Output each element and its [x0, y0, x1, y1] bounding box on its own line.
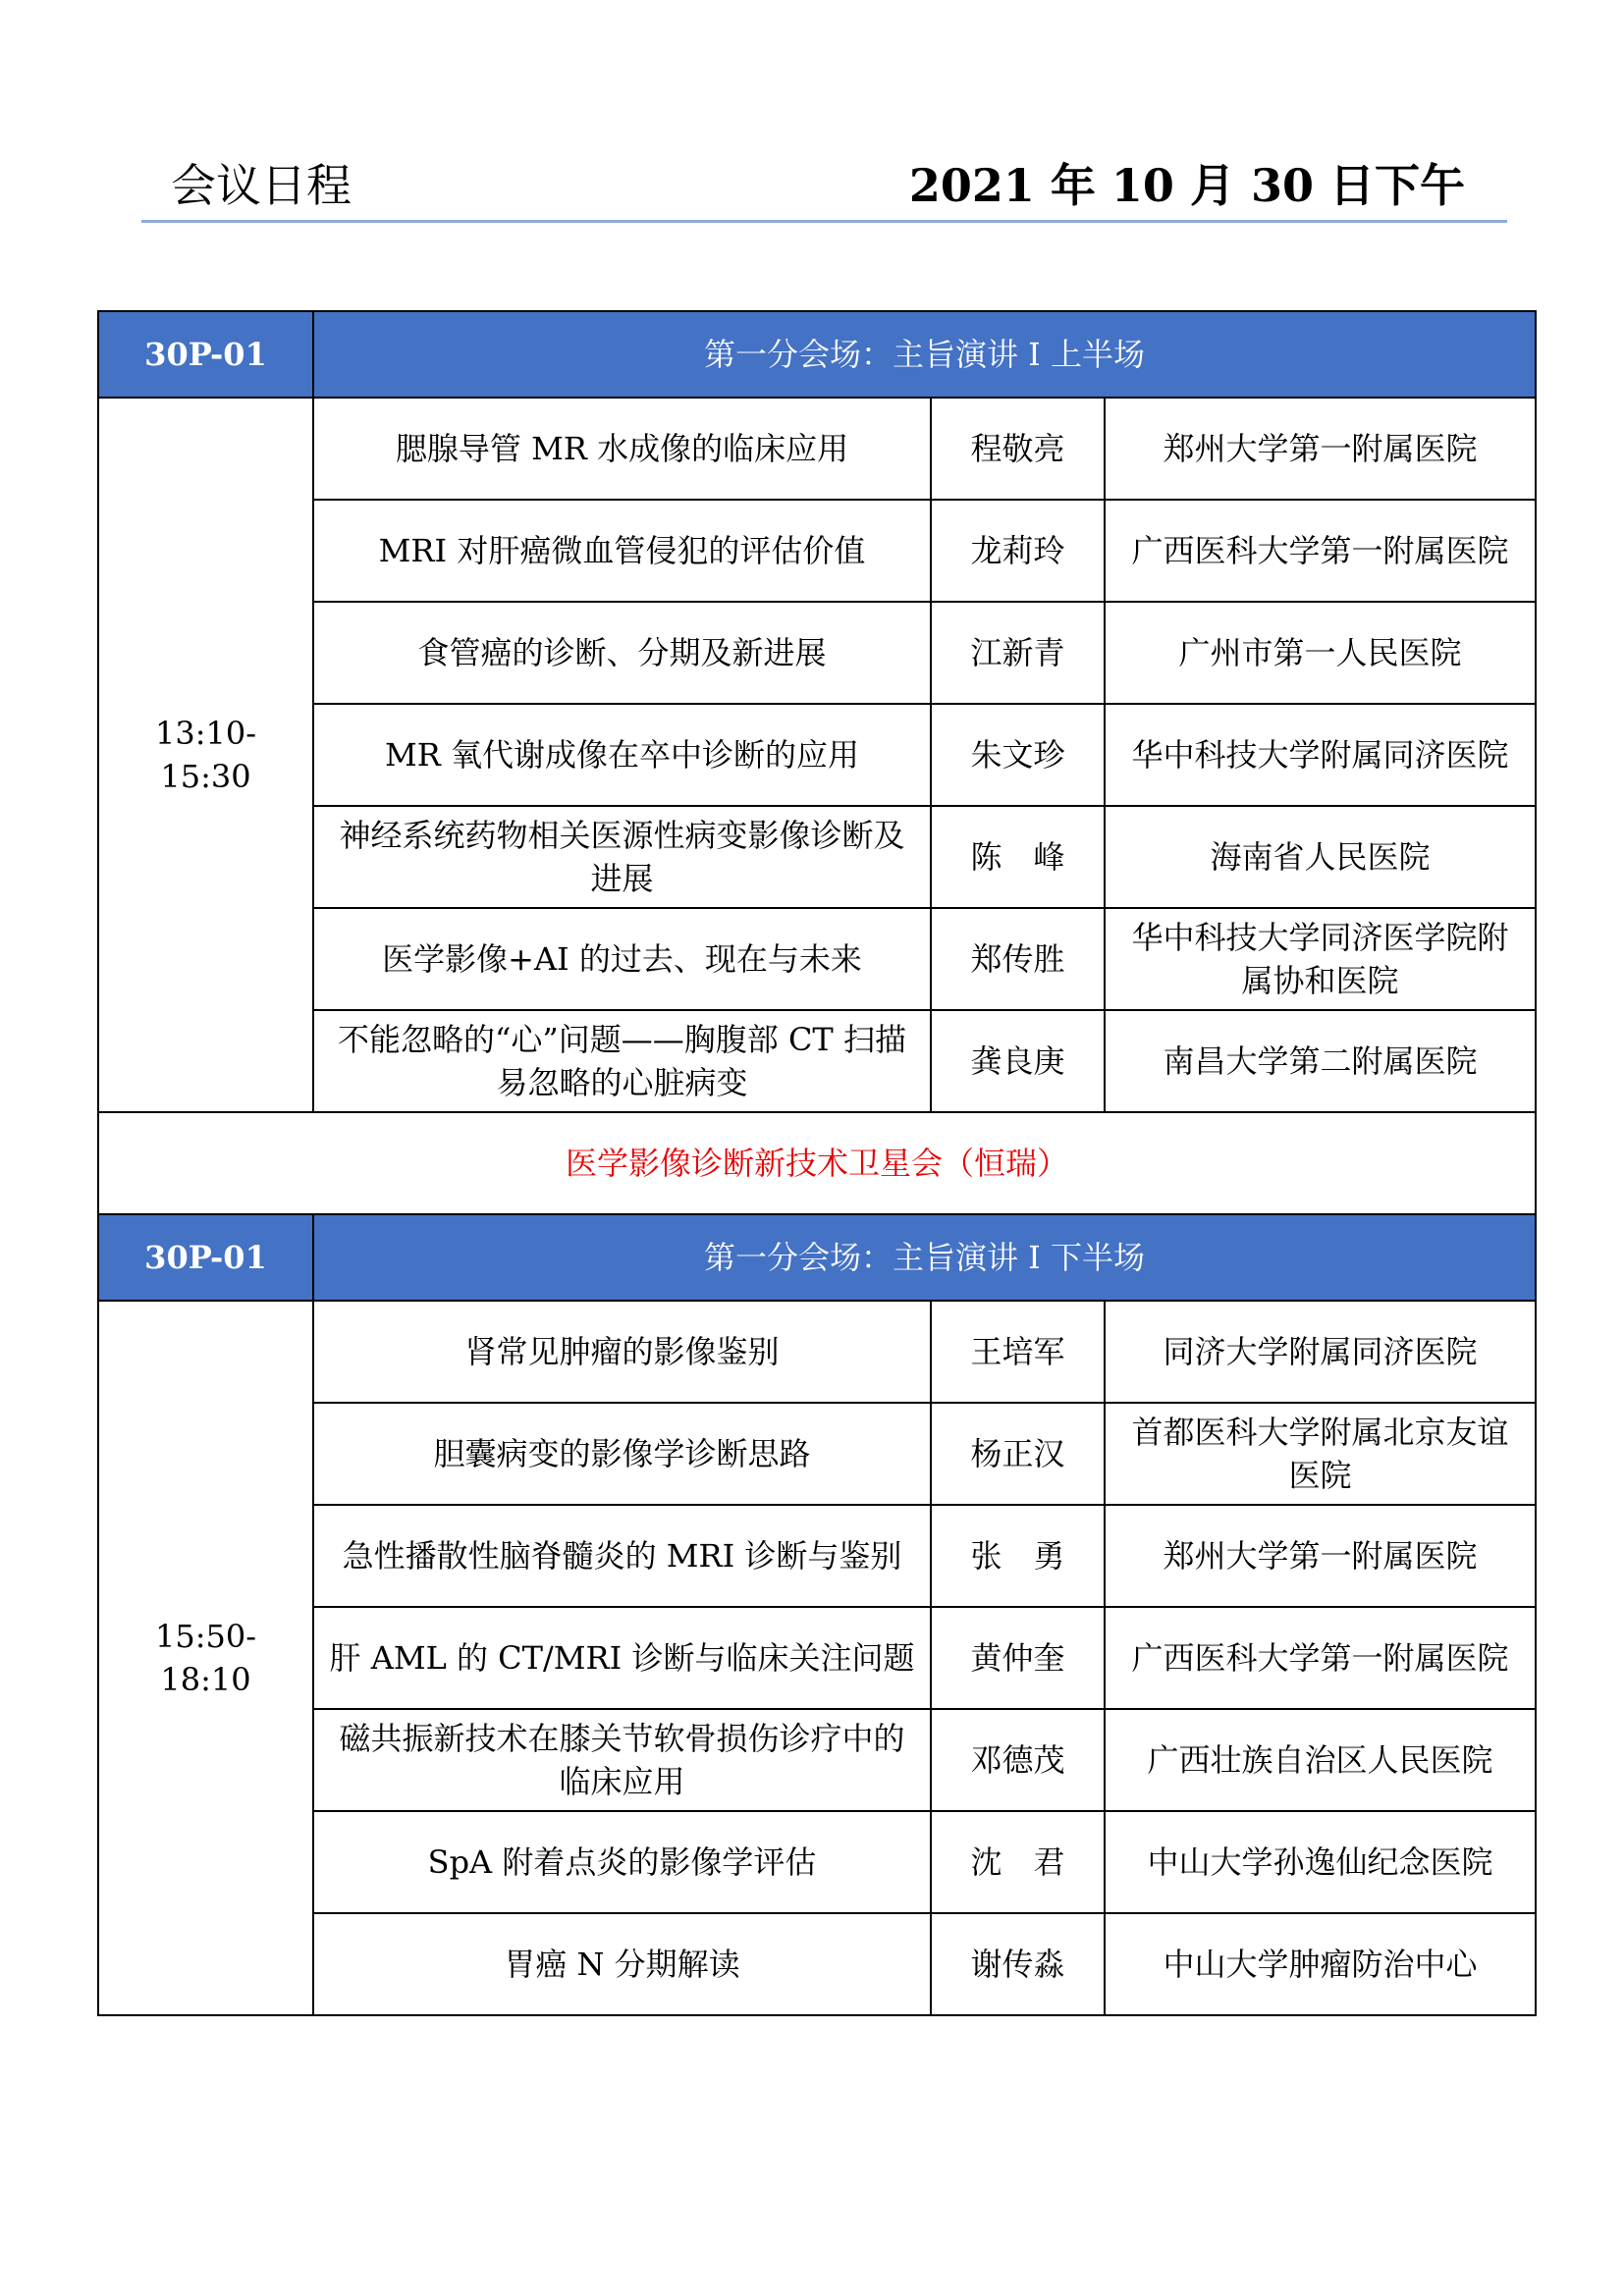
session-time: 13:10-15:30: [98, 398, 313, 1112]
talk-speaker: 邓德茂: [931, 1709, 1105, 1811]
talk-org: 广州市第一人民医院: [1105, 602, 1536, 704]
table-row: [98, 806, 1536, 908]
talk-topic: 神经系统药物相关医源性病变影像诊断及进展: [313, 806, 931, 908]
talk-org: 广西医科大学第一附属医院: [1105, 500, 1536, 602]
session-header: [98, 311, 1536, 398]
table-row: [98, 602, 1536, 704]
talk-topic: 医学影像+AI 的过去、现在与未来: [313, 908, 931, 1010]
talk-speaker: 张 勇: [931, 1505, 1105, 1607]
talk-org: 中山大学肿瘤防治中心: [1105, 1913, 1536, 2015]
table-row: [98, 704, 1536, 806]
header-divider: [141, 220, 1507, 223]
talk-org: 同济大学附属同济医院: [1105, 1301, 1536, 1403]
talk-org: 华中科技大学附属同济医院: [1105, 704, 1536, 806]
table-row: [98, 908, 1536, 1010]
session-code: 30P-01: [98, 1214, 313, 1301]
header-title: 会议日程: [171, 159, 352, 212]
table-row: [98, 1301, 1536, 1403]
session-title: 第一分会场：主旨演讲 I 上半场: [313, 311, 1536, 398]
talk-topic: MRI 对肝癌微血管侵犯的评估价值: [313, 500, 931, 602]
satellite-session: 医学影像诊断新技术卫星会（恒瑞）: [98, 1112, 1536, 1214]
talk-speaker: 陈 峰: [931, 806, 1105, 908]
table-row: [98, 1811, 1536, 1913]
talk-speaker: 龙莉玲: [931, 500, 1105, 602]
session-title: 第一分会场：主旨演讲 I 下半场: [313, 1214, 1536, 1301]
session-header: [98, 1214, 1536, 1301]
talk-speaker: 程敬亮: [931, 398, 1105, 500]
talk-speaker: 朱文珍: [931, 704, 1105, 806]
talk-org: 郑州大学第一附属医院: [1105, 398, 1536, 500]
talk-org: 广西壮族自治区人民医院: [1105, 1709, 1536, 1811]
talk-topic: 胃癌 N 分期解读: [313, 1913, 931, 2015]
talk-org: 海南省人民医院: [1105, 806, 1536, 908]
talk-topic: MR 氧代谢成像在卒中诊断的应用: [313, 704, 931, 806]
talk-speaker: 郑传胜: [931, 908, 1105, 1010]
talk-org: 中山大学孙逸仙纪念医院: [1105, 1811, 1536, 1913]
talk-speaker: 江新青: [931, 602, 1105, 704]
talk-speaker: 黄仲奎: [931, 1607, 1105, 1709]
schedule-table: [97, 310, 1537, 2016]
satellite-row: [98, 1112, 1536, 1214]
session-code: 30P-01: [98, 311, 313, 398]
talk-topic: 急性播散性脑脊髓炎的 MRI 诊断与鉴别: [313, 1505, 931, 1607]
talk-topic: 腮腺导管 MR 水成像的临床应用: [313, 398, 931, 500]
header-date: 2021 年 10 月 30 日下午: [908, 159, 1465, 212]
talk-org: 南昌大学第二附属医院: [1105, 1010, 1536, 1112]
talk-org: 郑州大学第一附属医院: [1105, 1505, 1536, 1607]
table-row: [98, 1505, 1536, 1607]
talk-topic: SpA 附着点炎的影像学评估: [313, 1811, 931, 1913]
talk-speaker: 龚良庚: [931, 1010, 1105, 1112]
session-time: 15:50-18:10: [98, 1301, 313, 2015]
talk-org: 华中科技大学同济医学院附属协和医院: [1105, 908, 1536, 1010]
talk-topic: 肝 AML 的 CT/MRI 诊断与临床关注问题: [313, 1607, 931, 1709]
talk-topic: 食管癌的诊断、分期及新进展: [313, 602, 931, 704]
talk-org: 首都医科大学附属北京友谊医院: [1105, 1403, 1536, 1505]
talk-speaker: 杨正汉: [931, 1403, 1105, 1505]
talk-topic: 肾常见肿瘤的影像鉴别: [313, 1301, 931, 1403]
table-row: [98, 1010, 1536, 1112]
talk-topic: 磁共振新技术在膝关节软骨损伤诊疗中的临床应用: [313, 1709, 931, 1811]
talk-speaker: 沈 君: [931, 1811, 1105, 1913]
talk-speaker: 王培军: [931, 1301, 1105, 1403]
table-row: [98, 398, 1536, 500]
table-row: [98, 1913, 1536, 2015]
table-row: [98, 1607, 1536, 1709]
table-row: [98, 1403, 1536, 1505]
talk-topic: 胆囊病变的影像学诊断思路: [313, 1403, 931, 1505]
talk-topic: 不能忽略的“心”问题——胸腹部 CT 扫描易忽略的心脏病变: [313, 1010, 931, 1112]
table-row: [98, 500, 1536, 602]
talk-org: 广西医科大学第一附属医院: [1105, 1607, 1536, 1709]
table-row: [98, 1709, 1536, 1811]
talk-speaker: 谢传淼: [931, 1913, 1105, 2015]
